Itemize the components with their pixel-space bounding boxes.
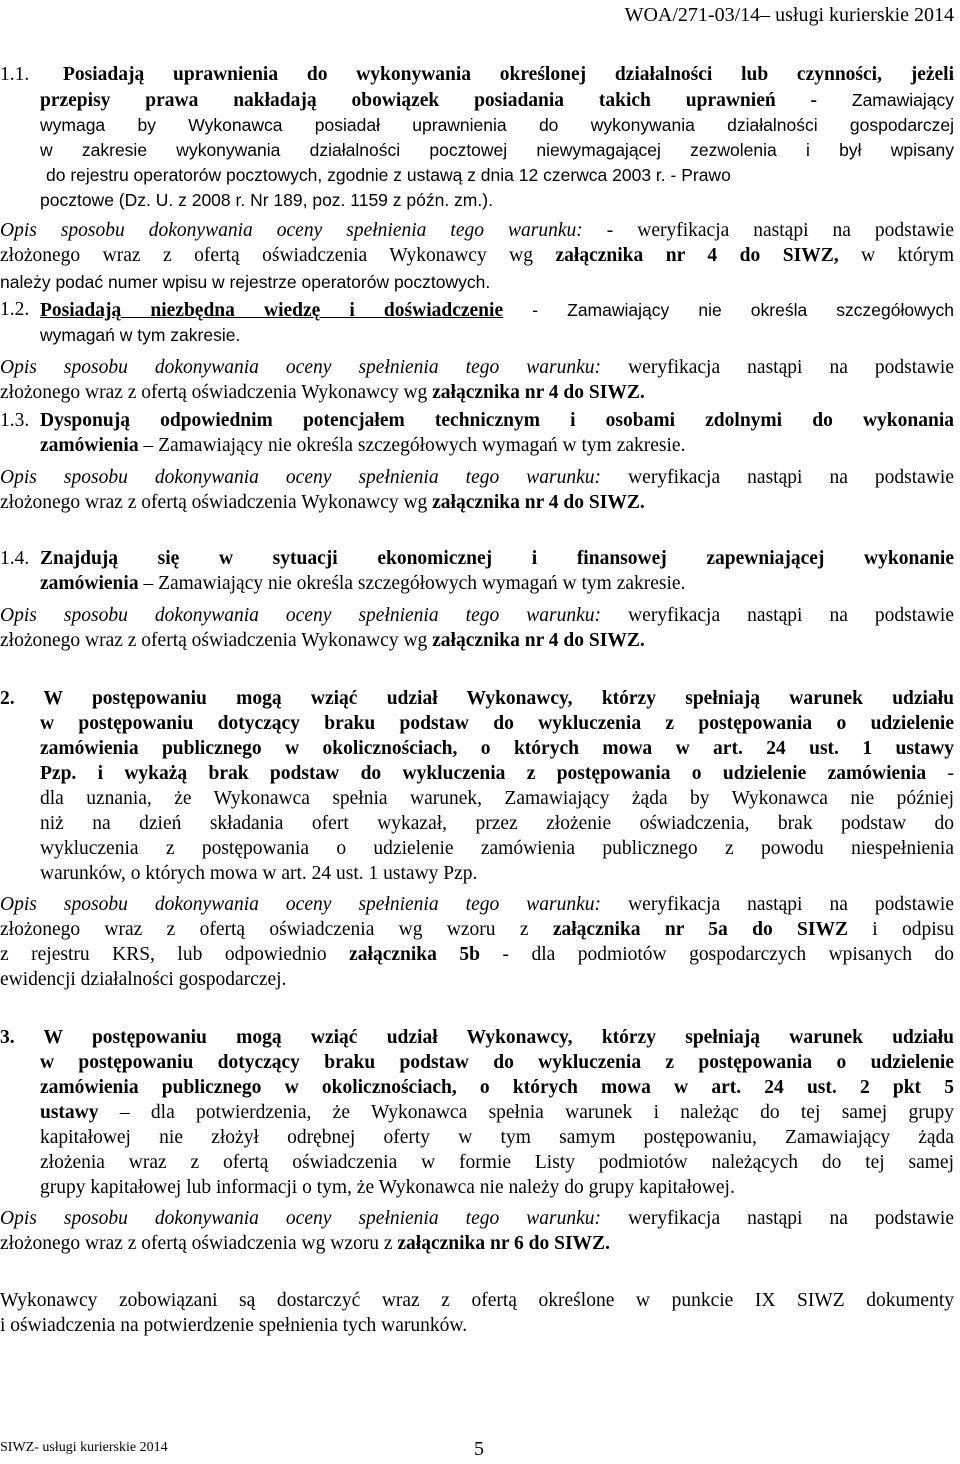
condition-heading: Dysponują odpowiednim potencjałem technicznym i osobami zdolnymi do wykonania [40,410,954,431]
evaluation-method-cont: ewidencji działalności gospodarczej. [0,969,287,990]
condition-heading: Posiadają uprawnienia do wykonywania określonej działalności lub czynności, jeżeli [63,64,954,85]
paragraph-line: Wykonawcy zobowiązani są dostarczyć wraz z ofertą określone w punkcie IX SIWZ dokumenty [0,1290,954,1311]
paragraph-line: grupy kapitałowej lub informacji o tym, że Wykonawca nie należy do grupy kapitałowej. [40,1177,735,1198]
section-heading: 2. W postępowaniu mogą wziąć udział Wykonawcy, którzy spełniają warunek udziału [0,688,954,709]
section-heading-cont: zamówienia publicznego w okolicznościach, o których mowa w art. 24 ust. 1 ustawy [40,738,954,759]
paragraph-line: wymaga by Wykonawca posiadał uprawnienia do wykonywania działalności gospodarczej [40,115,954,135]
section-number: 1.4. [0,548,30,569]
evaluation-method-cont: z rejestru KRS, lub odpowiednio załącznika 5b - dla podmiotów gospodarczych wpisanych do [0,944,954,965]
paragraph-line: dla uznania, że Wykonawca spełnia warunek, Zamawiający żąda by Wykonawca nie później [40,788,954,809]
section-heading-cont: Pzp. i wykażą brak podstaw do wykluczenia z postępowania o udzielenie zamówienia - [40,763,955,784]
footer-document-name: SIWZ- usługi kurierskie 2014 [0,1440,168,1455]
paragraph-line: złożenia wraz z ofertą oświadczenia w formie Listy podmiotów należących do tej samej [40,1152,954,1173]
paragraph-line: i oświadczenia na potwierdzenie spełnienia tych warunków. [0,1315,468,1336]
evaluation-method: Opis sposobu dokonywania oceny spełnienia tego warunku: weryfikacja nastąpi na podstawie [0,467,954,488]
paragraph-line: wykluczenia z postępowania o udzielenie zamówienia publicznego z powodu niespełnienia [40,838,954,859]
paragraph-line: niż na dzień składania ofert wykazał, przez złożenie oświadczenia, brak podstaw do [40,813,954,834]
condition-heading: Znajdują się w sytuacji ekonomicznej i finansowej zapewniającej wykonanie [40,548,954,569]
evaluation-method: Opis sposobu dokonywania oceny spełnienia tego warunku: weryfikacja nastąpi na podstawie [0,605,954,626]
condition-heading: Posiadają niezbędna wiedzę i doświadczenie - Zamawiający nie określa szczegółowych [40,300,954,321]
condition-heading-cont: przepisy prawa nakładają obowiązek posiadania takich uprawnień - Zamawiający [40,90,954,111]
evaluation-method-cont: złożonego wraz z ofertą oświadczenia Wykonawcy wg załącznika nr 4 do SIWZ. [0,630,645,651]
document-reference-header: WOA/271-03/14– usługi kurierskie 2014 [624,4,954,26]
paragraph-line: pocztowe (Dz. U. z 2008 r. Nr 189, poz. 1159 z późn. zm.). [40,190,493,210]
section-heading-cont: zamówienia publicznego w okolicznościach, o których mowa w art. 24 ust. 2 pkt 5 [40,1077,954,1098]
section-number: 1.2. [0,299,30,320]
section-heading: 3. W postępowaniu mogą wziąć udział Wykonawcy, którzy spełniają warunek udziału [0,1027,954,1048]
evaluation-method-cont: złożonego wraz z ofertą oświadczenia wg wzoru z załącznika nr 5a do SIWZ i odpisu [0,919,954,940]
page-number: 5 [474,1438,484,1460]
section-heading-cont: ustawy – dla potwierdzenia, że Wykonawca spełnia warunek i należąc do tej samej grupy [40,1102,954,1123]
section-heading-cont: w postępowaniu dotyczący braku podstaw do wykluczenia z postępowania o udzielenie [40,713,954,734]
evaluation-method-cont: złożonego wraz z ofertą oświadczenia wg wzoru z załącznika nr 6 do SIWZ. [0,1233,610,1254]
paragraph-line: do rejestru operatorów pocztowych, zgodnie z ustawą z dnia 12 czerwca 2003 r. - Prawo [46,165,731,185]
evaluation-method: Opis sposobu dokonywania oceny spełnienia tego warunku: weryfikacja nastąpi na podstawie [0,357,954,378]
section-heading-cont: w postępowaniu dotyczący braku podstaw do wykluczenia z postępowania o udzielenie [40,1052,954,1073]
evaluation-method: Opis sposobu dokonywania oceny spełnienia tego warunku: weryfikacja nastąpi na podstawie [0,894,954,915]
condition-heading-cont: zamówienia – Zamawiający nie określa szczegółowych wymagań w tym zakresie. [40,573,686,594]
evaluation-method: Opis sposobu dokonywania oceny spełnienia tego warunku: - weryfikacja nastąpi na podstawie [0,220,954,241]
evaluation-method-cont: złożonego wraz z ofertą oświadczenia Wykonawcy wg załącznika nr 4 do SIWZ. [0,492,645,513]
paragraph-line: w zakresie wykonywania działalności pocztowej niewymagającej zezwolenia i był wpisany [40,140,954,160]
evaluation-method-cont: złożonego wraz z ofertą oświadczenia Wykonawcy wg załącznika nr 4 do SIWZ. [0,382,645,403]
section-number: 1.3. [0,410,30,431]
evaluation-method-cont: złożonego wraz z ofertą oświadczenia Wykonawcy wg załącznika nr 4 do SIWZ, w którym [0,245,954,266]
evaluation-method: Opis sposobu dokonywania oceny spełnienia tego warunku: weryfikacja nastąpi na podstawie [0,1208,954,1229]
paragraph-line: należy podać numer wpisu w rejestrze operatorów pocztowych. [0,272,491,292]
section-number: 1.1. [0,64,30,85]
paragraph-line: warunków, o których mowa w art. 24 ust. 1 ustawy Pzp. [40,863,478,884]
paragraph-line: wymagań w tym zakresie. [40,325,241,345]
paragraph-line: kapitałowej nie złożył odrębnej oferty w tym samym postępowaniu, Zamawiający żąda [40,1127,954,1148]
condition-heading-cont: zamówienia – Zamawiający nie określa szczegółowych wymagań w tym zakresie. [40,435,686,456]
